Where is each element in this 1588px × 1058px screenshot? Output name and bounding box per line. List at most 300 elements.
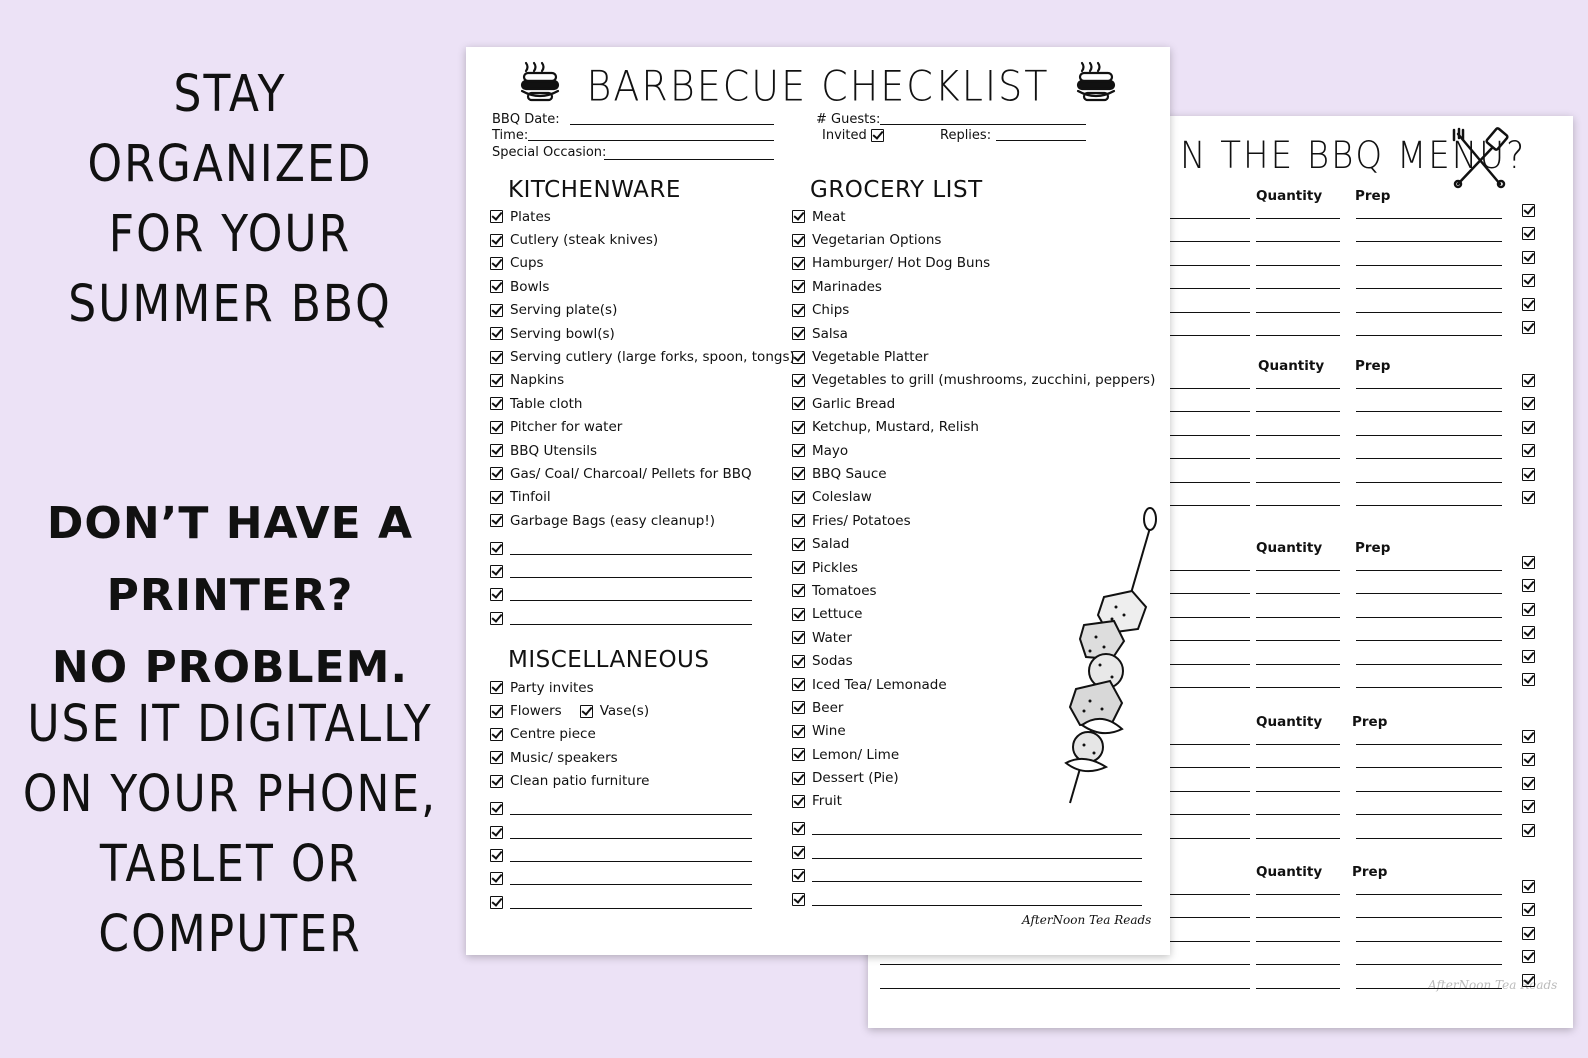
list-item-label: BBQ Sauce (812, 465, 887, 482)
quantity-header: Quantity (1256, 540, 1323, 556)
miscellaneous-list (490, 676, 752, 914)
list-item (490, 723, 752, 746)
checkbox[interactable] (1522, 880, 1535, 893)
special-occasion-label: Special Occasion: (492, 145, 607, 160)
promo-line: ORGANIZED (87, 135, 373, 194)
menu-write-line[interactable] (1356, 894, 1502, 895)
list-item (490, 746, 752, 769)
checklist-title: BARBECUE CHECKLIST (586, 61, 1050, 110)
blank-item (792, 817, 1155, 840)
checkbox[interactable] (1522, 626, 1535, 639)
menu-write-line[interactable] (1356, 411, 1502, 412)
menu-write-line[interactable] (1256, 593, 1340, 594)
list-item (490, 699, 752, 722)
menu-write-line[interactable] (1256, 218, 1340, 219)
grocery-heading: GROCERY LIST (810, 177, 983, 203)
checkbox[interactable] (490, 397, 503, 410)
menu-write-line[interactable] (1256, 265, 1340, 266)
checkbox[interactable] (792, 374, 805, 387)
menu-write-line[interactable] (1256, 941, 1340, 942)
menu-write-line[interactable] (1356, 593, 1502, 594)
bbq-date-label: BBQ Date: (492, 112, 560, 127)
checkbox[interactable] (490, 728, 503, 741)
checkbox[interactable] (490, 681, 503, 694)
list-item-label: Serving bowl(s) (510, 325, 615, 342)
prep-header: Prep (1355, 540, 1391, 556)
list-item-label: Fries/ Potatoes (812, 512, 911, 529)
checkbox[interactable] (1522, 777, 1535, 790)
prep-header: Prep (1352, 864, 1388, 880)
checkbox[interactable] (792, 655, 805, 668)
menu-write-line[interactable] (1356, 570, 1502, 571)
checkbox[interactable] (1522, 927, 1535, 940)
sausage-icon (518, 59, 562, 112)
menu-write-line[interactable] (1356, 767, 1502, 768)
write-in-line[interactable] (812, 881, 1142, 882)
list-item-label: Dessert (Pie) (812, 770, 899, 787)
menu-write-line[interactable] (1256, 664, 1340, 665)
checkbox[interactable] (792, 869, 805, 882)
menu-write-line[interactable] (1256, 435, 1340, 436)
list-item (490, 676, 752, 699)
menu-write-line[interactable] (1356, 335, 1502, 336)
blank-item (490, 607, 795, 630)
checkbox[interactable] (792, 678, 805, 691)
promo-line: DON’T HAVE A (46, 498, 414, 549)
checkbox[interactable] (792, 538, 805, 551)
quantity-header: Quantity (1256, 714, 1323, 730)
menu-write-line[interactable] (1356, 640, 1502, 641)
checklist-sheet (466, 47, 1170, 955)
list-item-label: Pitcher for water (510, 419, 623, 436)
checkbox[interactable] (1522, 730, 1535, 743)
promo-line: NO PROBLEM. (51, 642, 409, 693)
checkbox[interactable] (792, 772, 805, 785)
menu-write-line[interactable] (1356, 312, 1502, 313)
list-item-label: Ketchup, Mustard, Relish (812, 419, 979, 436)
menu-write-line[interactable] (1256, 388, 1340, 389)
menu-write-line[interactable] (880, 988, 1250, 989)
replies-field[interactable] (996, 140, 1086, 141)
menu-write-line[interactable] (1356, 288, 1502, 289)
list-item (490, 486, 795, 509)
menu-write-line[interactable] (1356, 664, 1502, 665)
time-field[interactable] (528, 140, 774, 141)
list-item-label: Beer (812, 699, 844, 716)
checkbox[interactable] (490, 826, 503, 839)
list-item (490, 369, 795, 392)
promo-line: SUMMER BBQ (68, 275, 392, 334)
list-item (490, 299, 795, 322)
sausage-icon (1074, 59, 1118, 112)
promo-headline (0, 60, 460, 340)
list-item-label: Pickles (812, 559, 858, 576)
menu-write-line[interactable] (1356, 838, 1502, 839)
bbq-tools-icon (1448, 126, 1512, 194)
list-item-label: Serving cutlery (large forks, spoon, tongs) (510, 349, 795, 366)
menu-brand-logo: AfterNoon Tea Reads (1428, 978, 1558, 992)
menu-write-line[interactable] (1256, 767, 1340, 768)
menu-write-line[interactable] (1256, 570, 1340, 571)
checkbox[interactable] (792, 631, 805, 644)
checkbox[interactable] (1522, 650, 1535, 663)
list-item (792, 392, 1155, 415)
list-item-label: Marinades (812, 278, 882, 295)
list-item-label: Cutlery (steak knives) (510, 232, 659, 249)
list-item-label: Serving plate(s) (510, 302, 618, 319)
menu-write-line[interactable] (1256, 241, 1340, 242)
checkbox[interactable] (490, 896, 503, 909)
write-in-line[interactable] (510, 814, 752, 815)
list-item-label: Garbage Bags (easy cleanup!) (510, 512, 715, 529)
list-item-label: Plates (510, 208, 551, 225)
list-item-label: Water (812, 629, 852, 646)
menu-write-line[interactable] (1256, 482, 1340, 483)
list-item (490, 252, 795, 275)
list-item-label: Tinfoil (510, 489, 551, 506)
promo-line: STAY (173, 65, 287, 124)
list-item (490, 205, 795, 228)
list-item (792, 228, 1155, 251)
blank-item (490, 536, 795, 559)
menu-write-line[interactable] (1356, 941, 1502, 942)
checkbox[interactable] (792, 748, 805, 761)
menu-title: N THE BBQ MENU? (1180, 134, 1527, 178)
prep-header: Prep (1355, 358, 1391, 374)
menu-write-line[interactable] (1356, 917, 1502, 918)
checkbox[interactable] (490, 872, 503, 885)
checkbox[interactable] (490, 444, 503, 457)
checkbox[interactable] (792, 893, 805, 906)
write-in-line[interactable] (510, 884, 752, 885)
write-in-line[interactable] (510, 838, 752, 839)
kitchenware-list (490, 205, 795, 630)
menu-write-line[interactable] (1356, 482, 1502, 483)
invited-checkbox[interactable] (871, 129, 884, 142)
checkbox[interactable] (792, 795, 805, 808)
list-item (490, 416, 795, 439)
list-item (490, 275, 795, 298)
checkbox[interactable] (490, 421, 503, 434)
list-item-label: Clean patio furniture (510, 773, 650, 790)
checkbox[interactable] (490, 849, 503, 862)
list-item-label: Vase(s) (599, 703, 650, 720)
menu-write-line[interactable] (1356, 505, 1502, 506)
list-item (490, 462, 795, 485)
kebab-skewer-icon (1054, 505, 1164, 809)
checkbox[interactable] (1522, 468, 1535, 481)
menu-write-line[interactable] (1256, 505, 1340, 506)
menu-write-line[interactable] (1256, 458, 1340, 459)
checkbox[interactable] (1522, 603, 1535, 616)
list-item-label: Vegetable Platter (812, 349, 929, 366)
menu-write-line[interactable] (1356, 964, 1502, 965)
checkbox[interactable] (1522, 298, 1535, 311)
checkbox[interactable] (792, 561, 805, 574)
promo-body (0, 690, 460, 970)
list-item-label: Centre piece (510, 726, 596, 743)
list-item-label: Vegetables to grill (mushrooms, zucchini, peppers) (812, 372, 1156, 389)
checkbox[interactable] (1522, 227, 1535, 240)
checkbox[interactable] (490, 588, 503, 601)
list-item (490, 322, 795, 345)
quantity-header: Quantity (1256, 864, 1323, 880)
write-in-line[interactable] (812, 834, 1142, 835)
prep-header: Prep (1352, 714, 1388, 730)
list-item-label: Sodas (812, 653, 853, 670)
list-item-label: Music/ speakers (510, 749, 618, 766)
list-item-label: Table cloth (510, 395, 583, 412)
list-item-label: Salad (812, 536, 850, 553)
checkbox[interactable] (792, 304, 805, 317)
menu-write-line[interactable] (1256, 617, 1340, 618)
blank-item (490, 891, 752, 914)
list-item (792, 205, 1155, 228)
write-in-line[interactable] (812, 858, 1142, 859)
checkbox[interactable] (1522, 579, 1535, 592)
menu-write-line[interactable] (1256, 894, 1340, 895)
list-item-label: Coleslaw (812, 489, 872, 506)
list-item (490, 770, 752, 793)
checkbox[interactable] (1522, 321, 1535, 334)
list-item (792, 275, 1155, 298)
checkbox[interactable] (490, 802, 503, 815)
blank-item (792, 864, 1155, 887)
miscellaneous-heading: MISCELLANEOUS (508, 647, 710, 673)
list-item (792, 299, 1155, 322)
list-item-label: Party invites (510, 679, 594, 696)
blank-item (792, 887, 1155, 910)
checkbox[interactable] (792, 467, 805, 480)
list-item (490, 439, 795, 462)
time-label: Time: (492, 128, 529, 143)
list-item-label: Lemon/ Lime (812, 746, 900, 763)
menu-write-line[interactable] (1256, 814, 1340, 815)
checkbox[interactable] (490, 491, 503, 504)
checkbox[interactable] (490, 612, 503, 625)
checkbox[interactable] (490, 327, 503, 340)
checkbox[interactable] (490, 514, 503, 527)
checkbox[interactable] (1522, 374, 1535, 387)
menu-write-line[interactable] (1356, 814, 1502, 815)
list-item-label: Salsa (812, 325, 848, 342)
checkbox[interactable] (490, 542, 503, 555)
menu-write-line[interactable] (1356, 687, 1502, 688)
write-in-line[interactable] (510, 624, 752, 625)
quantity-header: Quantity (1258, 358, 1325, 374)
list-item-label: Lettuce (812, 606, 863, 623)
menu-write-line[interactable] (1256, 838, 1340, 839)
promo-line: COMPUTER (98, 905, 362, 964)
menu-write-line[interactable] (1256, 288, 1340, 289)
menu-write-line[interactable] (1256, 744, 1340, 745)
checkbox[interactable] (792, 444, 805, 457)
menu-write-line[interactable] (1356, 388, 1502, 389)
list-item (792, 462, 1155, 485)
checkbox[interactable] (1522, 397, 1535, 410)
promo-line: USE IT DIGITALLY (27, 695, 433, 754)
checkbox[interactable] (1522, 903, 1535, 916)
list-item-label: Iced Tea/ Lemonade (812, 676, 947, 693)
checkbox[interactable] (490, 775, 503, 788)
checklist-header (466, 59, 1170, 112)
checkbox[interactable] (1522, 673, 1535, 686)
list-item-label: Chips (812, 302, 850, 319)
special-occasion-field[interactable] (604, 159, 774, 160)
list-item-label: Flowers (510, 703, 562, 720)
prep-header: Prep (1355, 188, 1391, 204)
menu-write-line[interactable] (1356, 435, 1502, 436)
checkbox[interactable] (1522, 556, 1535, 569)
guests-label: # Guests: (816, 112, 881, 127)
list-item-label: Garlic Bread (812, 395, 896, 412)
menu-write-line[interactable] (1256, 964, 1340, 965)
list-item-label: Vegetarian Options (812, 232, 942, 249)
blank-item (490, 867, 752, 890)
menu-write-line[interactable] (1256, 411, 1340, 412)
list-item (792, 416, 1155, 439)
checkbox[interactable] (490, 565, 503, 578)
list-item-label: Bowls (510, 278, 550, 295)
write-in-line[interactable] (812, 905, 1142, 906)
menu-write-line[interactable] (1356, 265, 1502, 266)
checkbox[interactable] (1522, 274, 1535, 287)
checkbox[interactable] (792, 822, 805, 835)
promo-line: FOR YOUR (108, 205, 352, 264)
checkbox[interactable] (490, 467, 503, 480)
checkbox[interactable] (792, 327, 805, 340)
checkbox[interactable] (1522, 824, 1535, 837)
checkbox[interactable] (1522, 800, 1535, 813)
menu-write-line[interactable] (1256, 988, 1340, 989)
menu-write-line[interactable] (1256, 791, 1340, 792)
menu-write-line[interactable] (1256, 312, 1340, 313)
list-item-label: Hamburger/ Hot Dog Buns (812, 255, 991, 272)
promo-line: ON YOUR PHONE, (22, 765, 438, 824)
menu-write-line[interactable] (880, 964, 1250, 965)
blank-item (490, 583, 795, 606)
checkbox[interactable] (792, 608, 805, 621)
list-item (792, 252, 1155, 275)
checkbox[interactable] (490, 210, 503, 223)
checkbox[interactable] (792, 421, 805, 434)
menu-write-line[interactable] (1256, 640, 1340, 641)
menu-write-line[interactable] (1356, 218, 1502, 219)
menu-write-line[interactable] (1256, 687, 1340, 688)
checkbox[interactable] (490, 705, 503, 718)
checkbox[interactable] (490, 351, 503, 364)
blank-item (490, 797, 752, 820)
menu-write-line[interactable] (1356, 791, 1502, 792)
checkbox[interactable] (490, 280, 503, 293)
list-item-label: Tomatoes (812, 582, 877, 599)
list-item (490, 509, 795, 532)
kitchenware-heading: KITCHENWARE (508, 177, 681, 203)
checkbox[interactable] (1522, 974, 1535, 987)
write-in-line[interactable] (510, 577, 752, 578)
blank-item (490, 560, 795, 583)
list-item (792, 439, 1155, 462)
bbq-date-field[interactable] (570, 124, 774, 125)
replies-label: Replies: (940, 128, 992, 143)
menu-write-line[interactable] (1356, 241, 1502, 242)
list-item (792, 345, 1155, 368)
menu-write-line[interactable] (1356, 744, 1502, 745)
checkbox[interactable] (1522, 491, 1535, 504)
checkbox[interactable] (580, 705, 593, 718)
checkbox[interactable] (1522, 753, 1535, 766)
checklist-brand-logo: AfterNoon Tea Reads (1022, 913, 1152, 927)
list-item-label: Mayo (812, 442, 849, 459)
list-item (792, 322, 1155, 345)
menu-write-line[interactable] (1256, 917, 1340, 918)
write-in-line[interactable] (510, 908, 752, 909)
list-item-label: Wine (812, 723, 846, 740)
menu-write-line[interactable] (1356, 458, 1502, 459)
write-in-line[interactable] (510, 600, 752, 601)
quantity-header: Quantity (1256, 188, 1323, 204)
promo-line: PRINTER? (106, 570, 354, 621)
checkbox[interactable] (792, 725, 805, 738)
checkbox[interactable] (1522, 421, 1535, 434)
menu-write-line[interactable] (1256, 335, 1340, 336)
blank-item (490, 820, 752, 843)
checkbox[interactable] (792, 846, 805, 859)
checkbox[interactable] (792, 491, 805, 504)
menu-write-line[interactable] (1356, 617, 1502, 618)
checkbox[interactable] (792, 257, 805, 270)
list-item-label: BBQ Utensils (510, 442, 598, 459)
write-in-line[interactable] (510, 554, 752, 555)
checkbox[interactable] (490, 751, 503, 764)
list-item-label: Cups (510, 255, 544, 272)
list-item-label: Meat (812, 208, 846, 225)
checkbox[interactable] (792, 280, 805, 293)
checkbox[interactable] (1522, 950, 1535, 963)
checkbox[interactable] (792, 584, 805, 597)
promo-line: TABLET OR (99, 835, 361, 894)
checkbox[interactable] (792, 514, 805, 527)
promo-bold (0, 488, 460, 704)
invited-text: Invited (822, 128, 867, 143)
guests-field[interactable] (880, 124, 1086, 125)
checkbox[interactable] (792, 397, 805, 410)
checkbox[interactable] (490, 304, 503, 317)
list-item-label: Gas/ Coal/ Charcoal/ Pellets for BBQ (510, 465, 752, 482)
list-item (490, 392, 795, 415)
blank-item (792, 841, 1155, 864)
list-item-label: Napkins (510, 372, 565, 389)
checkbox[interactable] (792, 351, 805, 364)
invited-label (822, 128, 884, 143)
checkbox[interactable] (1522, 251, 1535, 264)
checkbox[interactable] (1522, 204, 1535, 217)
checkbox[interactable] (490, 374, 503, 387)
list-item (490, 228, 795, 251)
checkbox[interactable] (490, 234, 503, 247)
list-item (490, 345, 795, 368)
checkbox[interactable] (792, 234, 805, 247)
list-item-label: Fruit (812, 793, 842, 810)
checkbox[interactable] (792, 210, 805, 223)
checkbox[interactable] (792, 701, 805, 714)
menu-write-line[interactable] (1356, 988, 1502, 989)
list-item (792, 369, 1155, 392)
checkbox[interactable] (490, 257, 503, 270)
checkbox[interactable] (1522, 444, 1535, 457)
blank-item (490, 844, 752, 867)
write-in-line[interactable] (510, 861, 752, 862)
